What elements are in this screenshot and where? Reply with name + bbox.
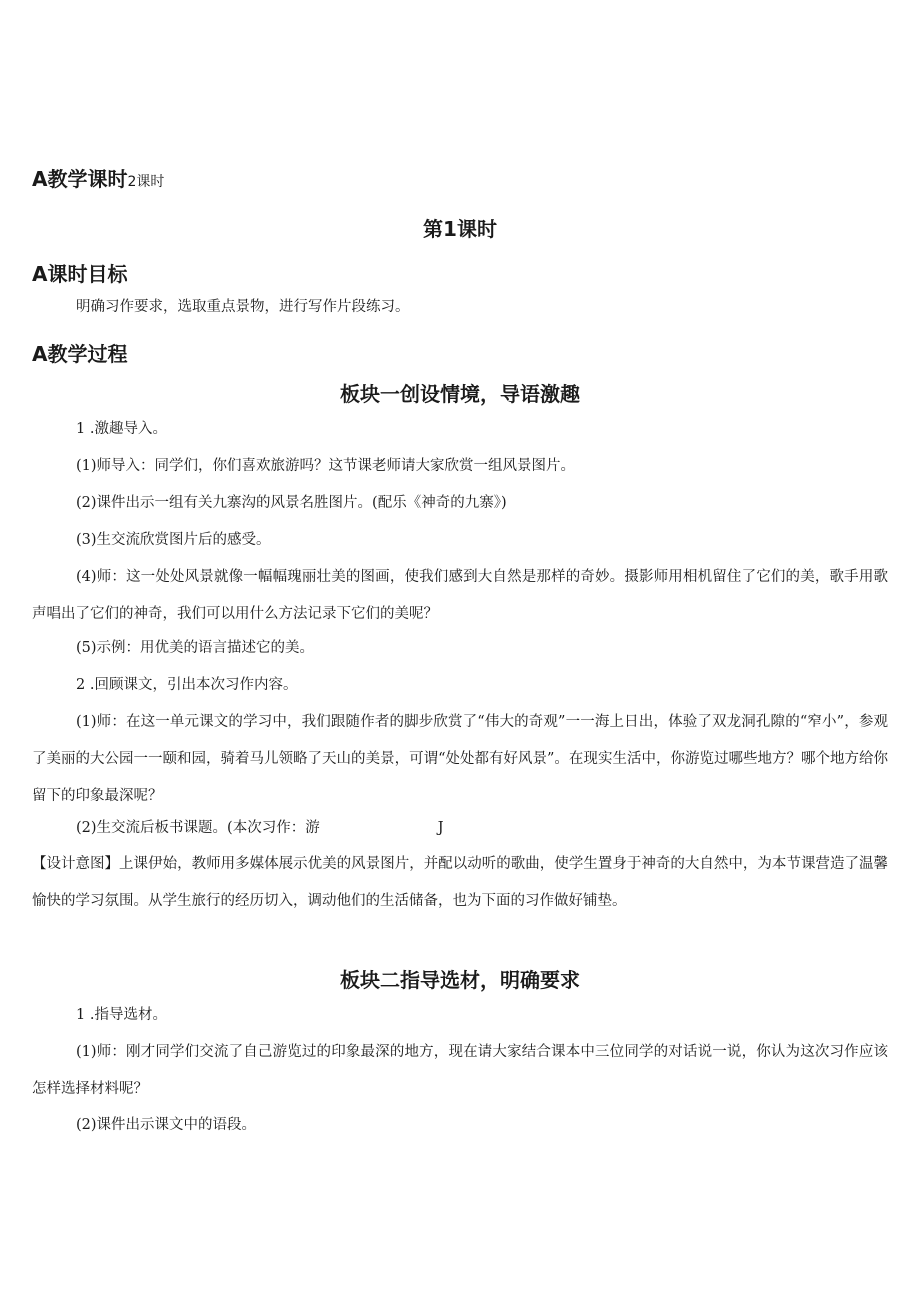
block1-item1-sub2: (2)课件出示一组有关九寨沟的风景名胜图片。(配乐《神奇的九寨》): [76, 495, 507, 511]
period-title: 第1课时: [423, 217, 497, 241]
item2-sub2-text: (2)生交流后板书课题。(本次习作：游: [76, 820, 320, 836]
block2-item1-title: 1 .指导选材。: [76, 1007, 167, 1023]
goal-text: 明确习作要求，选取重点景物，进行写作片段练习。: [76, 299, 410, 315]
block1-item1-title: 1 .激趣导入。: [76, 421, 167, 437]
block2-item1-sub1: (1)师：刚才同学们交流了自己游览过的印象最深的地方，现在请大家结合课本中三位同学的对话说一说，你认为这次习作应该怎样选择材料呢？: [32, 1044, 888, 1097]
block1-item1-sub1: (1)师导入：同学们，你们喜欢旅游吗？这节课老师请大家欣赏一组风景图片。: [76, 458, 576, 474]
block1-item1-sub5: (5)示例：用优美的语言描述它的美。: [76, 640, 315, 656]
class-hours-title: A教学课时: [32, 167, 128, 191]
block1-item2-title: 2 .回顾课文，引出本次习作内容。: [76, 677, 298, 693]
class-hours-value: 2课时: [127, 174, 165, 190]
item2-sub2-close: J: [437, 820, 444, 836]
goal-heading: A课时目标: [32, 262, 128, 286]
design-intent: 【设计意图】上课伊始，教师用多媒体展示优美的风景图片，并配以动听的歌曲，使学生置身于神奇的大自然中，为本节课营造了温馨愉快的学习氛围。从学生旅行的经历切入，调动他们的生活储备，也为下面的习作做好铺垫。: [32, 856, 888, 909]
block1-item2-sub1: (1)师：在这一单元课文的学习中，我们跟随作者的脚步欣赏了“伟大的奇观”一一海上日出，体验了双龙洞孔隙的“窄小”，参观了美丽的大公园一一颐和园，骑着马儿领略了天山的美景，可谓“处处都有好风景”。在现实生活中，你游览过哪些地方？哪个地方给你留下的印象最深呢？: [32, 714, 888, 804]
block2-item1-sub2: (2)课件出示课文中的语段。: [76, 1117, 257, 1133]
block1-item1-sub4: (4)师：这一处处风景就像一幅幅瑰丽壮美的图画，使我们感到大自然是那样的奇妙。摄影师用相机留住了它们的美，歌手用歌声唱出了它们的神奇，我们可以用什么方法记录下它们的美呢？: [32, 569, 888, 622]
block1-item2-sub2: [32, 810, 888, 847]
process-heading: A教学过程: [32, 342, 128, 366]
block2-title: 板块二指导选材，明确要求: [340, 968, 580, 992]
block1-title: 板块一创设情境，导语激趣: [340, 382, 580, 406]
class-hours-heading: [32, 163, 164, 192]
block1-item1-sub3: (3)生交流欣赏图片后的感受。: [76, 532, 271, 548]
